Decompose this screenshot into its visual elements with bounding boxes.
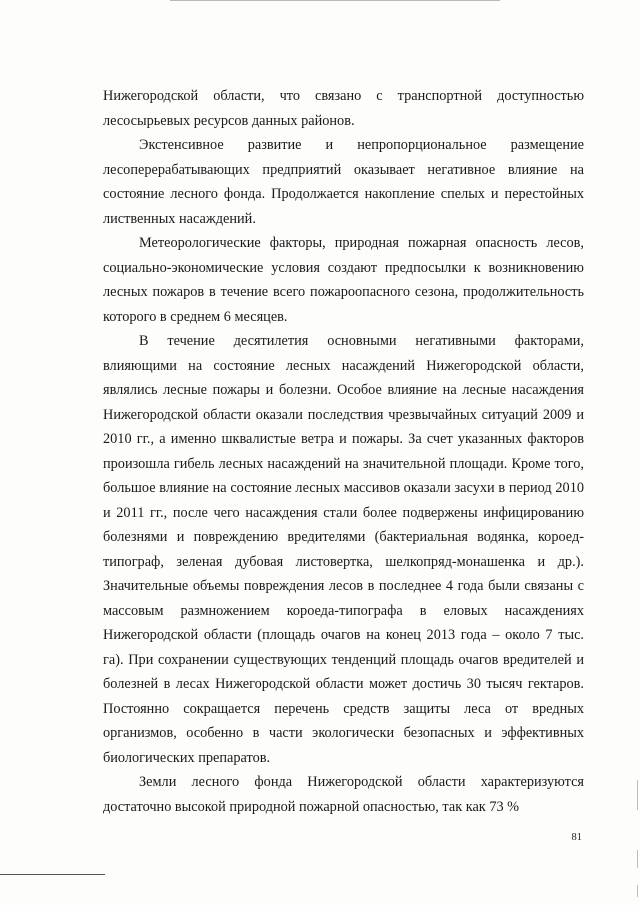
- paragraph-negative-factors: В течение десятилетия основными негативными факторами, влияющими на состояние лесных насаждений Нижегородской области, являлись лесные пожары и болезни. Особое влияние на лесные насаждения Нижегородской области оказали последствия чрезвычайных ситуаций 2009 и 2010 гг., а именно шквалистые ветра и пожары. За счет указанных факторов произошла гибель лесных насаждений на значительной площади. Кроме того, большое влияние на состояние лесных массивов оказали засухи в период 2010 и 2011 гг., после чего насаждения стали более подвержены инфицированию болезнями и повреждению вредителями (бактериальная водянка, короед-типограф, зеленая дубовая листовертка, шелкопряд-монашенка и др.). Значительные объемы повреждения лесов в последнее 4 года были связаны с массовым размножением короеда-типографа в еловых насаждениях Нижегородской области (площадь очагов на конец 2013 года – около 7 тыс. га). При сохранении существующих тенденций площадь очагов вредителей и болезней в лесах Нижегородской области может достичь 30 тысяч гектаров. Постоянно сокращается перечень средств защиты леса от вредных организмов, особенно в части экологически безопасных и эффективных биологических препаратов.: [103, 333, 584, 766]
- scan-edge-mark: [637, 850, 638, 868]
- bottom-scan-line: [0, 874, 105, 875]
- scan-edge-mark: [637, 885, 638, 897]
- paragraph-fire-danger: Земли лесного фонда Нижегородской области характеризуются достаточно высокой природной пожарной опасностью, так как 73 %: [103, 774, 584, 815]
- scan-edge-mark: [637, 780, 638, 810]
- body-text: [103, 84, 584, 819]
- paragraph-continuation: Нижегородской области, что связано с транспортной доступностью лесосырьевых ресурсов данных районов.: [103, 88, 584, 129]
- top-scan-line: [170, 0, 500, 1]
- paragraph-extensive-development: Экстенсивное развитие и непропорциональное размещение лесоперерабатывающих предприятий оказывает негативное влияние на состояние лесного фонда. Продолжается накопление спелых и перестойных лиственных насаждений.: [103, 137, 584, 227]
- page-number: 81: [571, 832, 582, 843]
- paragraph-meteorological-factors: Метеорологические факторы, природная пожарная опасность лесов, социально-экономические условия создают предпосылки к возникновению лесных пожаров в течение всего пожароопасного сезона, продолжительность которого в среднем 6 месяцев.: [103, 235, 584, 325]
